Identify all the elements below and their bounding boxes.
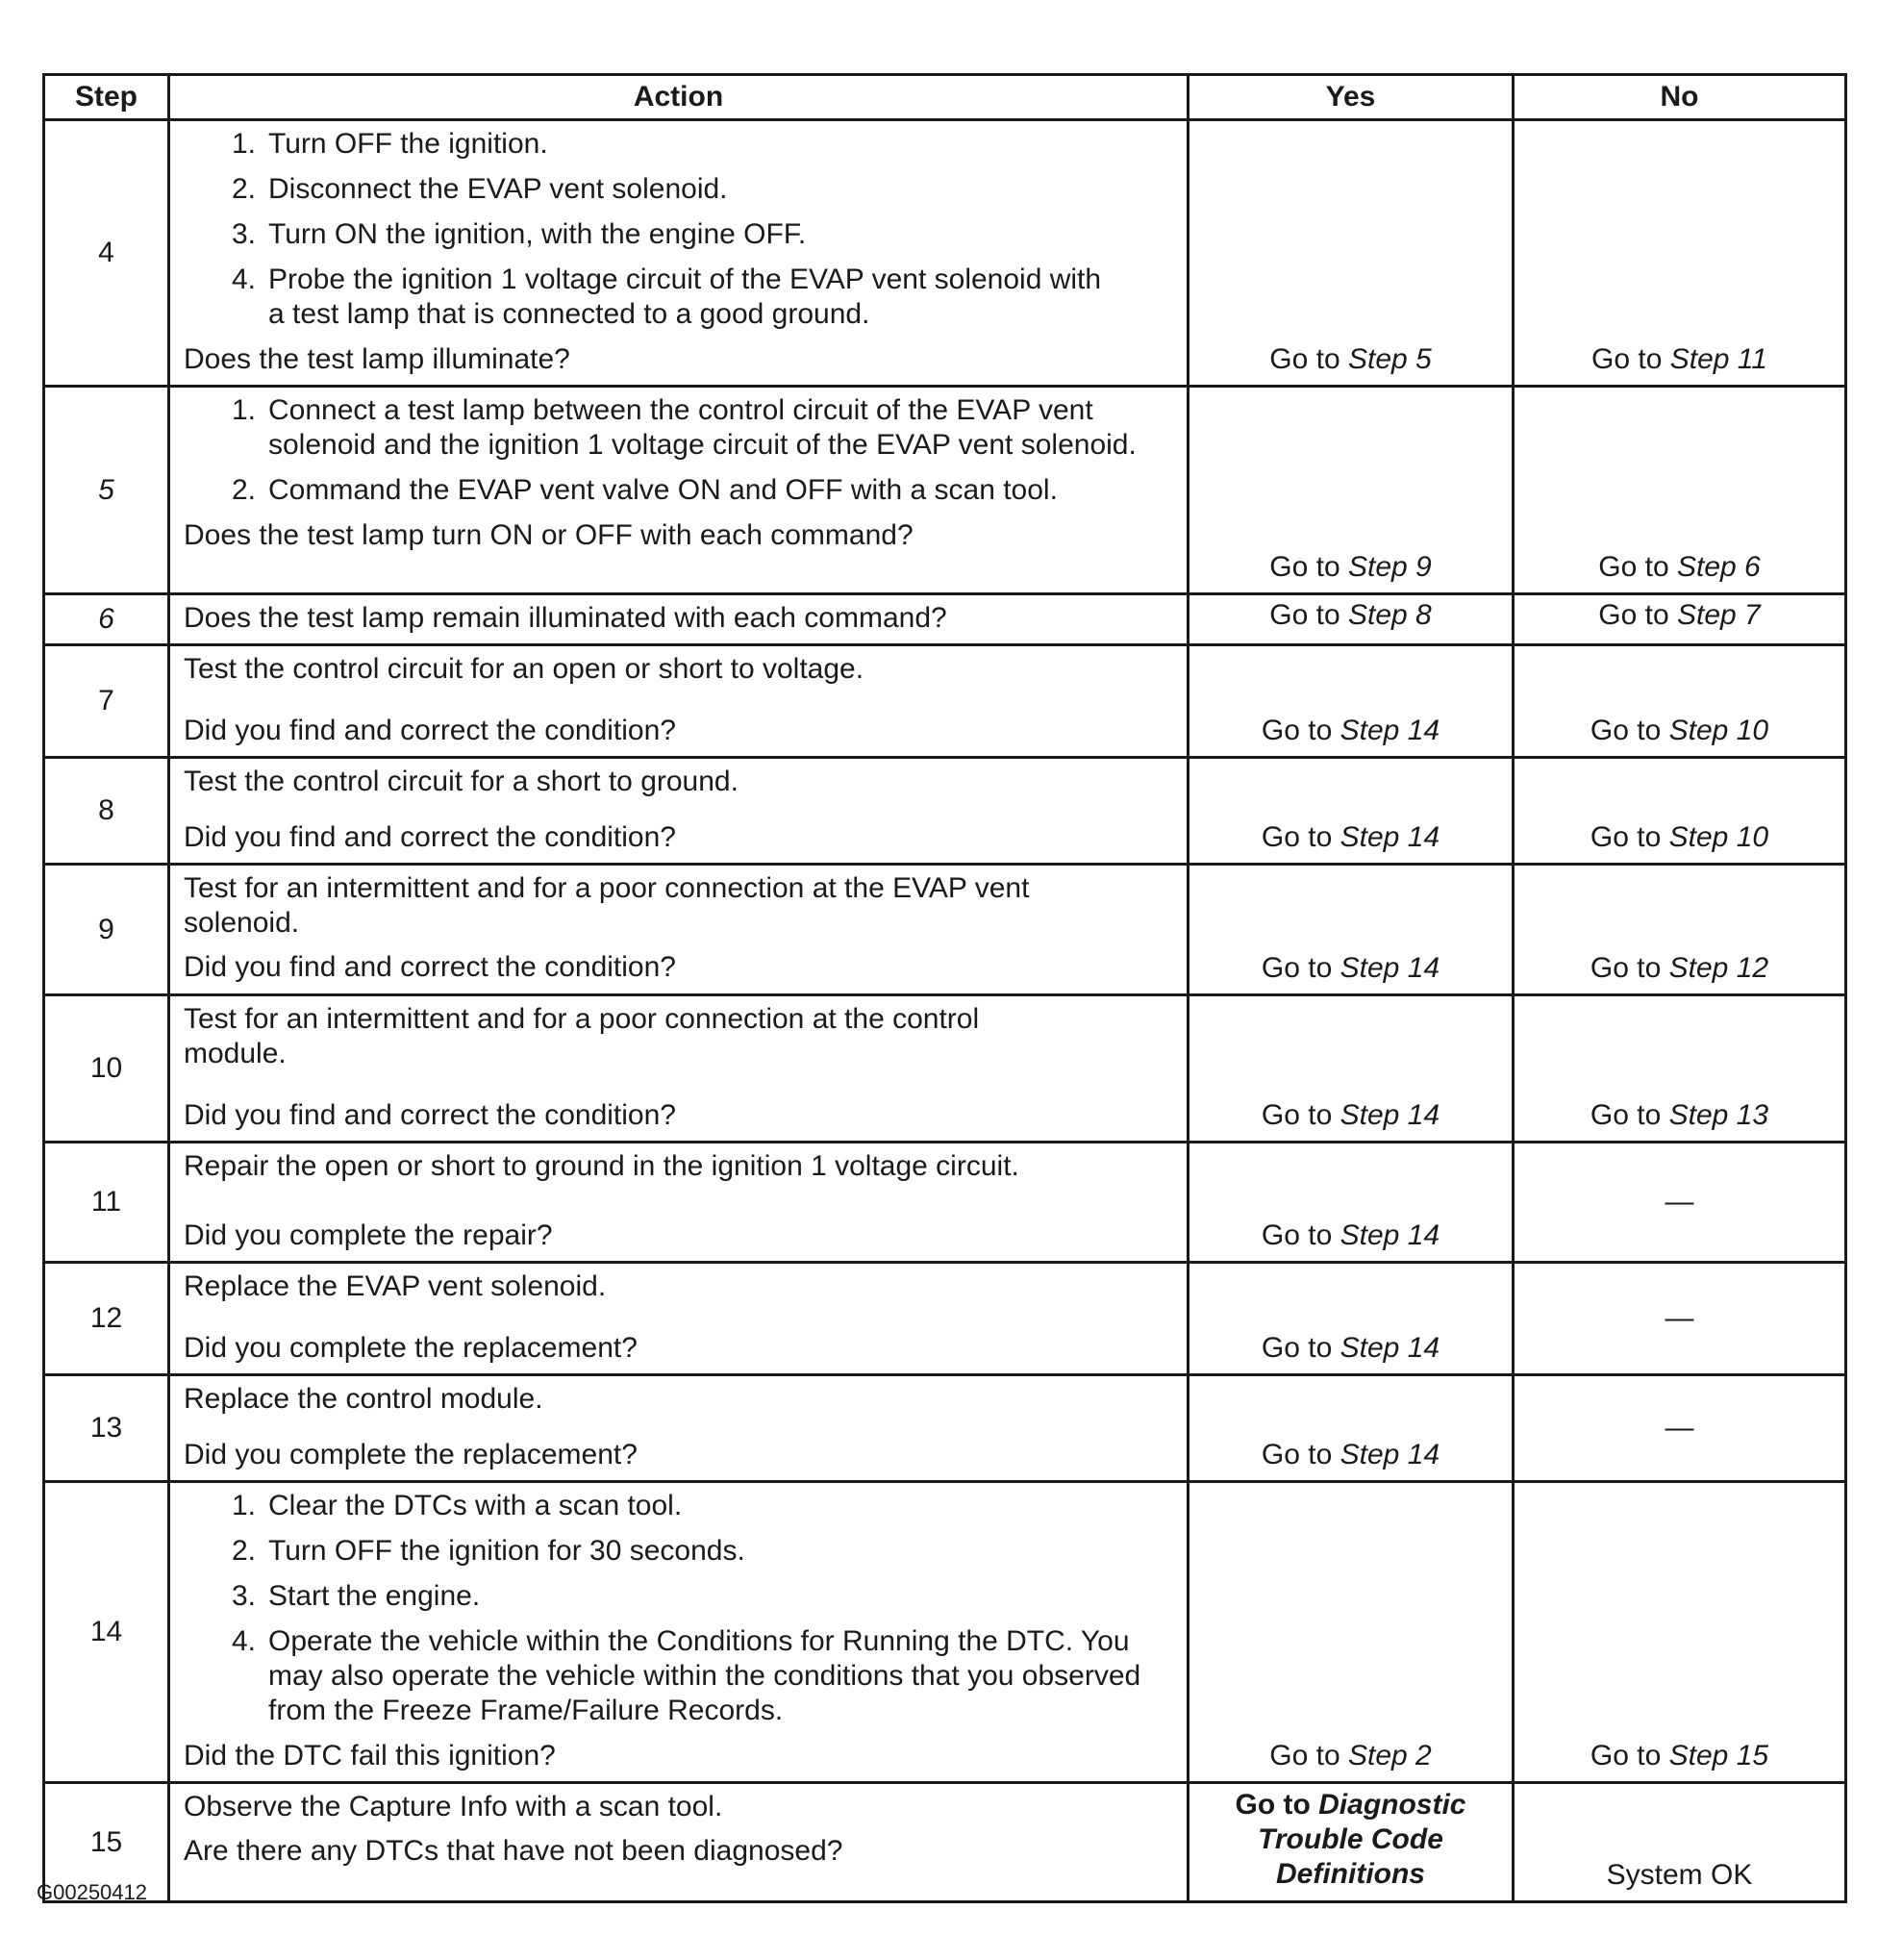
action-question: Does the test lamp turn ON or OFF with each command? xyxy=(184,519,914,551)
no-cell xyxy=(1514,995,1846,1143)
step-number: 12 xyxy=(44,1263,169,1375)
step-number: 9 xyxy=(44,865,169,995)
action-text: Replace the EVAP vent solenoid. xyxy=(184,1270,607,1302)
no-cell xyxy=(1514,594,1846,645)
go-to-prefix: Go to xyxy=(1590,821,1669,853)
action-step: 1. Connect a test lamp between the control circuit of the EVAP vent solenoid and the ignition 1 voltage circuit of the EVAP vent solenoid. xyxy=(231,394,1137,461)
dash-text: — xyxy=(1665,1302,1694,1334)
action-cell xyxy=(169,594,1189,645)
step-link[interactable]: Step 14 xyxy=(1340,1332,1440,1364)
step-link[interactable]: Step 9 xyxy=(1347,551,1432,583)
step-link[interactable]: Step 15 xyxy=(1668,1740,1769,1772)
step-link[interactable]: Step 10 xyxy=(1668,715,1769,746)
action-question: Did you complete the replacement? xyxy=(184,1439,638,1470)
action-step: 1. Clear the DTCs with a scan tool. xyxy=(231,1490,683,1521)
action-question: Did you find and correct the condition? xyxy=(184,821,676,853)
yes-cell xyxy=(1189,1482,1514,1783)
table-row xyxy=(44,387,1846,594)
action-cell xyxy=(169,120,1189,387)
yes-cell xyxy=(1189,1375,1514,1482)
action-question: Does the test lamp illuminate? xyxy=(184,343,570,375)
table-row xyxy=(44,758,1846,865)
step-link[interactable]: Step 6 xyxy=(1676,551,1761,583)
action-text: Observe the Capture Info with a scan tool. xyxy=(184,1791,723,1822)
yes-cell xyxy=(1189,120,1514,387)
step-number: 14 xyxy=(44,1482,169,1783)
action-question: Did you find and correct the condition? xyxy=(184,715,676,746)
table-row xyxy=(44,865,1846,995)
action-step: 4. Operate the vehicle within the Conditions for Running the DTC. You may also operate the vehicle within the conditions that you observed from the Freeze Frame/Failure Records. xyxy=(231,1625,1141,1726)
no-cell xyxy=(1514,387,1846,594)
yes-cell xyxy=(1189,645,1514,758)
step-link[interactable]: Step 8 xyxy=(1347,599,1432,631)
action-step: 2. Turn OFF the ignition for 30 seconds. xyxy=(231,1535,745,1567)
go-to-prefix: Go to xyxy=(1590,715,1669,746)
no-cell xyxy=(1514,865,1846,995)
action-cell xyxy=(169,865,1189,995)
yes-cell xyxy=(1189,1783,1514,1902)
step-link[interactable]: Step 14 xyxy=(1340,821,1440,853)
no-cell xyxy=(1514,758,1846,865)
step-number: 7 xyxy=(44,645,169,758)
action-cell xyxy=(169,758,1189,865)
yes-cell xyxy=(1189,995,1514,1143)
step-link[interactable]: Step 14 xyxy=(1340,952,1440,984)
yes-cell xyxy=(1189,1263,1514,1375)
go-to-prefix: Go to xyxy=(1261,1332,1340,1364)
dash-text: — xyxy=(1665,1186,1694,1218)
go-to-prefix: Go to xyxy=(1590,1099,1669,1131)
action-steps xyxy=(184,127,1173,332)
action-cell xyxy=(169,1263,1189,1375)
table-row xyxy=(44,1375,1846,1482)
step-link[interactable]: Step 12 xyxy=(1668,952,1769,984)
col-header-step: Step xyxy=(44,75,169,120)
table-row xyxy=(44,645,1846,758)
action-step: 1. Turn OFF the ignition. xyxy=(231,128,548,160)
action-text: Test the control circuit for an open or short to voltage. xyxy=(184,653,864,685)
action-cell xyxy=(169,1783,1189,1902)
action-text: Test for an intermittent and for a poor connection at the EVAP vent solenoid. xyxy=(184,872,1030,939)
no-cell xyxy=(1514,1263,1846,1375)
action-cell xyxy=(169,645,1189,758)
table-row xyxy=(44,1783,1846,1902)
go-to-prefix: Go to xyxy=(1261,952,1340,984)
go-to-prefix: Go to xyxy=(1261,1219,1340,1251)
yes-cell xyxy=(1189,758,1514,865)
table-row xyxy=(44,1482,1846,1783)
go-to-prefix: Go to xyxy=(1269,551,1348,583)
action-text: Replace the control module. xyxy=(184,1383,543,1415)
no-cell xyxy=(1514,120,1846,387)
step-link[interactable]: Step 14 xyxy=(1340,715,1440,746)
step-number: 11 xyxy=(44,1143,169,1263)
step-number: 10 xyxy=(44,995,169,1143)
yes-cell xyxy=(1189,594,1514,645)
step-number: 15 xyxy=(44,1783,169,1902)
go-to-prefix: Go to xyxy=(1261,715,1340,746)
step-link[interactable]: Step 13 xyxy=(1668,1099,1769,1131)
action-cell xyxy=(169,995,1189,1143)
step-link[interactable]: Step 5 xyxy=(1347,343,1432,375)
go-to-prefix: Go to xyxy=(1591,343,1670,375)
table-row xyxy=(44,995,1846,1143)
diagnostic-trouble-code-definitions-link[interactable]: Go to Diagnostic Trouble Code Definitions xyxy=(1235,1789,1466,1890)
action-cell xyxy=(169,1375,1189,1482)
step-number: 6 xyxy=(44,594,169,645)
go-to-prefix: Go to xyxy=(1590,952,1669,984)
col-header-yes: Yes xyxy=(1189,75,1514,120)
action-text: Repair the open or short to ground in the ignition 1 voltage circuit. xyxy=(184,1150,1019,1182)
go-to-prefix: Go to xyxy=(1598,551,1677,583)
go-to-prefix: Go to xyxy=(1598,599,1677,631)
step-link[interactable]: Step 7 xyxy=(1676,599,1761,631)
step-number: 4 xyxy=(44,120,169,387)
table-row xyxy=(44,1263,1846,1375)
go-to-prefix: Go to xyxy=(1269,1740,1348,1772)
header-row xyxy=(44,75,1846,120)
action-step: 3. Start the engine. xyxy=(231,1580,481,1612)
action-cell xyxy=(169,387,1189,594)
action-step: 2. Command the EVAP vent valve ON and OFF with a scan tool. xyxy=(231,474,1058,506)
col-header-no: No xyxy=(1514,75,1846,120)
step-link[interactable]: Step 14 xyxy=(1340,1219,1440,1251)
step-link[interactable]: Step 11 xyxy=(1669,343,1767,375)
table-row xyxy=(44,120,1846,387)
action-question: Are there any DTCs that have not been diagnosed? xyxy=(184,1835,843,1867)
step-number: 8 xyxy=(44,758,169,865)
action-step: 4. Probe the ignition 1 voltage circuit of the EVAP vent solenoid with a test lamp that is connected to a good ground. xyxy=(231,264,1102,330)
action-text: Test the control circuit for a short to ground. xyxy=(184,766,739,797)
no-cell xyxy=(1514,645,1846,758)
figure-id: G00250412 xyxy=(37,1880,147,1904)
yes-cell xyxy=(1189,387,1514,594)
action-step: 2. Disconnect the EVAP vent solenoid. xyxy=(231,173,728,205)
yes-cell xyxy=(1189,1143,1514,1263)
go-to-prefix: Go to xyxy=(1261,1439,1340,1470)
system-ok-text: System OK xyxy=(1606,1859,1753,1891)
step-number: 5 xyxy=(44,387,169,594)
dash-text: — xyxy=(1665,1412,1694,1444)
step-link[interactable]: Step 2 xyxy=(1347,1740,1432,1772)
diagnostic-table xyxy=(42,73,1847,1903)
go-to-prefix: Go to xyxy=(1269,343,1348,375)
action-question: Did the DTC fail this ignition? xyxy=(184,1740,556,1772)
action-text: Test for an intermittent and for a poor connection at the control module. xyxy=(184,1003,980,1069)
table-row xyxy=(44,594,1846,645)
no-cell xyxy=(1514,1375,1846,1482)
no-cell xyxy=(1514,1143,1846,1263)
go-to-prefix: Go to xyxy=(1261,1099,1340,1131)
action-question: Does the test lamp remain illuminated with each command? xyxy=(184,602,947,634)
go-to-prefix: Go to xyxy=(1590,1740,1669,1772)
action-step: 3. Turn ON the ignition, with the engine OFF. xyxy=(231,218,807,250)
go-to-prefix: Go to xyxy=(1261,821,1340,853)
action-question: Did you find and correct the condition? xyxy=(184,1099,676,1131)
action-cell xyxy=(169,1482,1189,1783)
no-cell xyxy=(1514,1482,1846,1783)
action-steps xyxy=(184,393,1173,508)
no-cell xyxy=(1514,1783,1846,1902)
action-steps xyxy=(184,1489,1173,1728)
action-question: Did you find and correct the condition? xyxy=(184,951,676,983)
step-number: 13 xyxy=(44,1375,169,1482)
action-cell xyxy=(169,1143,1189,1263)
go-to-prefix: Go to xyxy=(1269,599,1348,631)
table-row xyxy=(44,1143,1846,1263)
step-link[interactable]: Step 14 xyxy=(1340,1099,1440,1131)
action-question: Did you complete the repair? xyxy=(184,1219,553,1251)
action-question: Did you complete the replacement? xyxy=(184,1332,638,1364)
yes-cell xyxy=(1189,865,1514,995)
col-header-action: Action xyxy=(169,75,1189,120)
step-link[interactable]: Step 10 xyxy=(1668,821,1769,853)
step-link[interactable]: Step 14 xyxy=(1340,1439,1440,1470)
